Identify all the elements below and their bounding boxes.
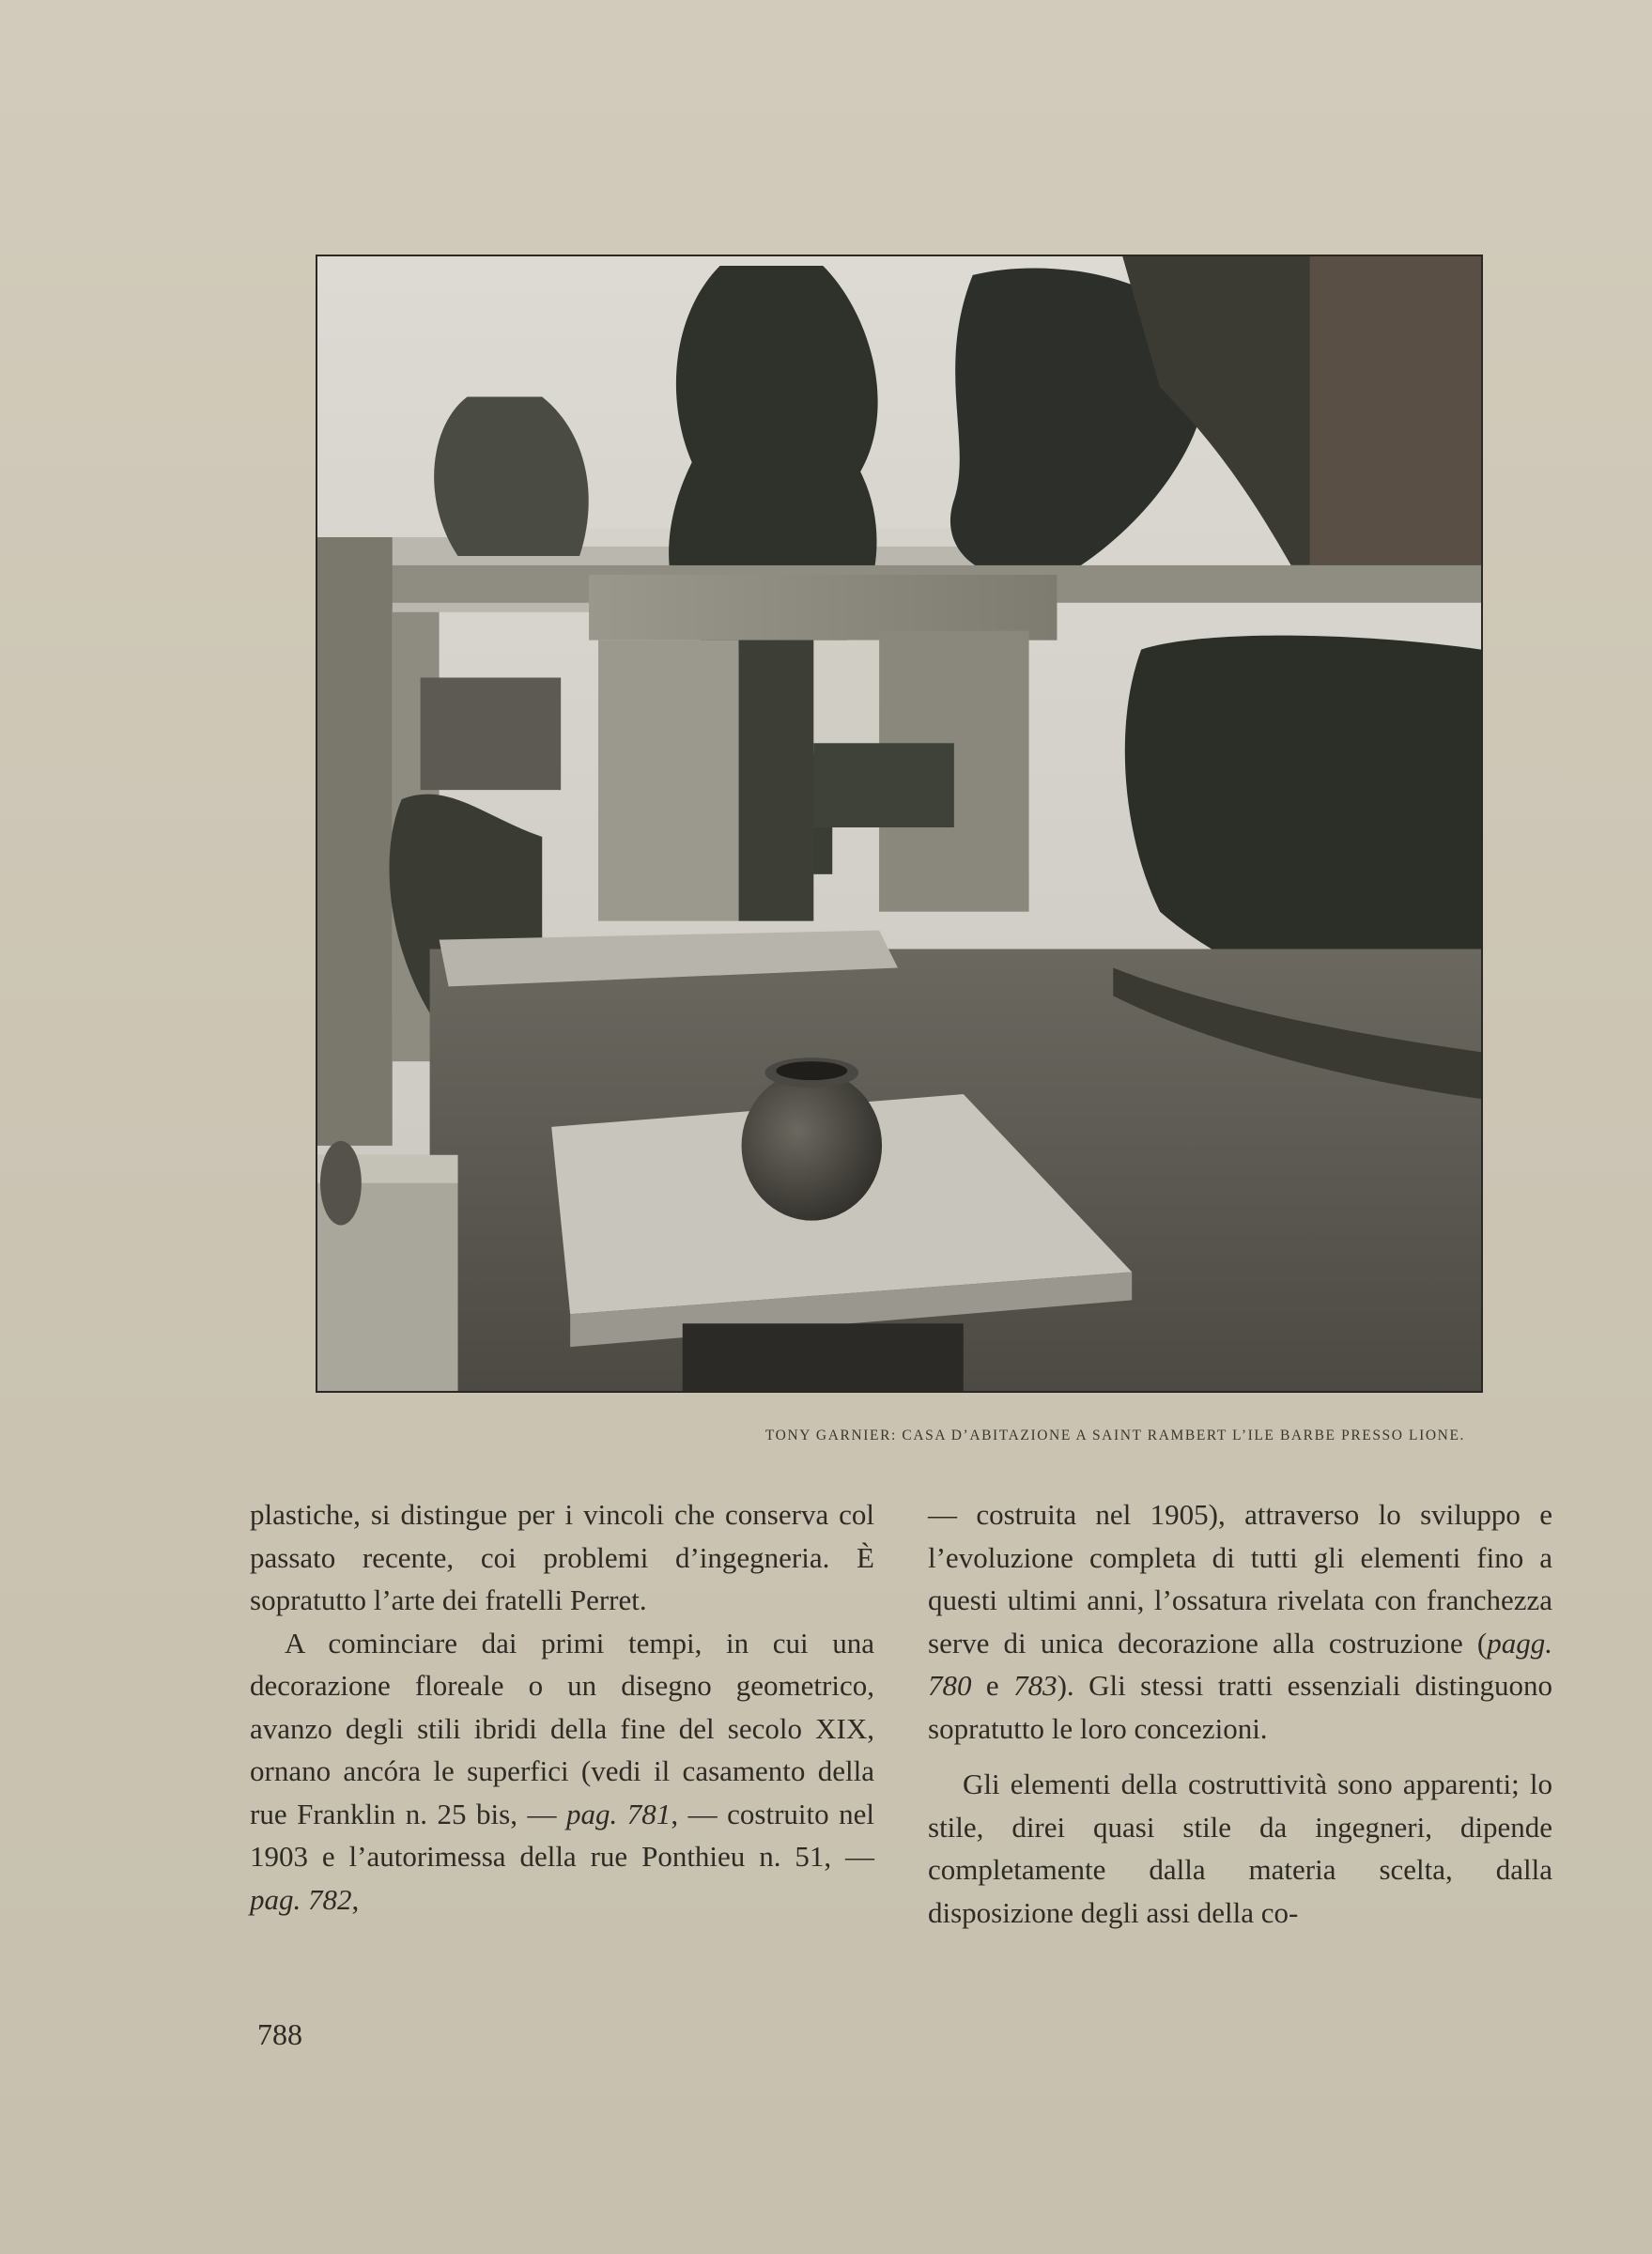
text-run: A cominciare dai primi tempi, in cui una decorazione floreale o un disegno geometrico, avanzo degli stili ibridi della fine del secolo XIX, ornano ancóra le superfici (vedi il casamento della rue Franklin n. 25 bis, —: [250, 1626, 874, 1830]
page-number: 788: [257, 2017, 302, 2051]
text-run: — costruita nel 1905), attraverso lo sviluppo e l’evoluzione completa di tutti gli elementi fino a questi ultimi anni, l’ossatura rivelata con franchezza serve di unica decorazione alla costruzione (: [928, 1498, 1552, 1660]
text-column-right: [928, 1493, 1552, 1934]
garden-photograph: [316, 255, 1483, 1393]
page-reference: pag. 781: [566, 1797, 672, 1830]
paragraph: plastiche, si distingue per i vincoli che conserva col passato recente, coi problemi d’ingegneria. È sopratutto l’arte dei fratelli Perret.: [250, 1498, 874, 1616]
page-reference: 783: [1013, 1669, 1058, 1702]
text-column-left: [250, 1493, 874, 1921]
garden-photo-icon: [317, 256, 1481, 1391]
text-run: e: [971, 1669, 1014, 1702]
text-run: , — costruito nel 1903 e l’autorimessa della rue Ponthieu n. 51, —: [250, 1797, 875, 1873]
page-reference: pagg. 780: [928, 1626, 1552, 1702]
paragraph: [250, 1622, 874, 1922]
paragraph: [928, 1493, 1552, 1750]
text-run: ). Gli stessi tratti essenziali distinguono sopratutto le loro concezioni.: [928, 1669, 1552, 1745]
photo-caption: TONY GARNIER: CASA D’ABITAZIONE A SAINT RAMBERT L’ILE BARBE PRESSO LIONE.: [764, 1428, 1465, 1443]
page-reference: pag. 782: [250, 1882, 352, 1916]
paragraph: Gli elementi della costruttività sono apparenti; lo stile, direi quasi stile da ingegneri, dipende completamente dalla materia scelta, dalla disposizione degli assi della co-: [928, 1768, 1552, 1929]
text-run: ,: [351, 1882, 360, 1916]
